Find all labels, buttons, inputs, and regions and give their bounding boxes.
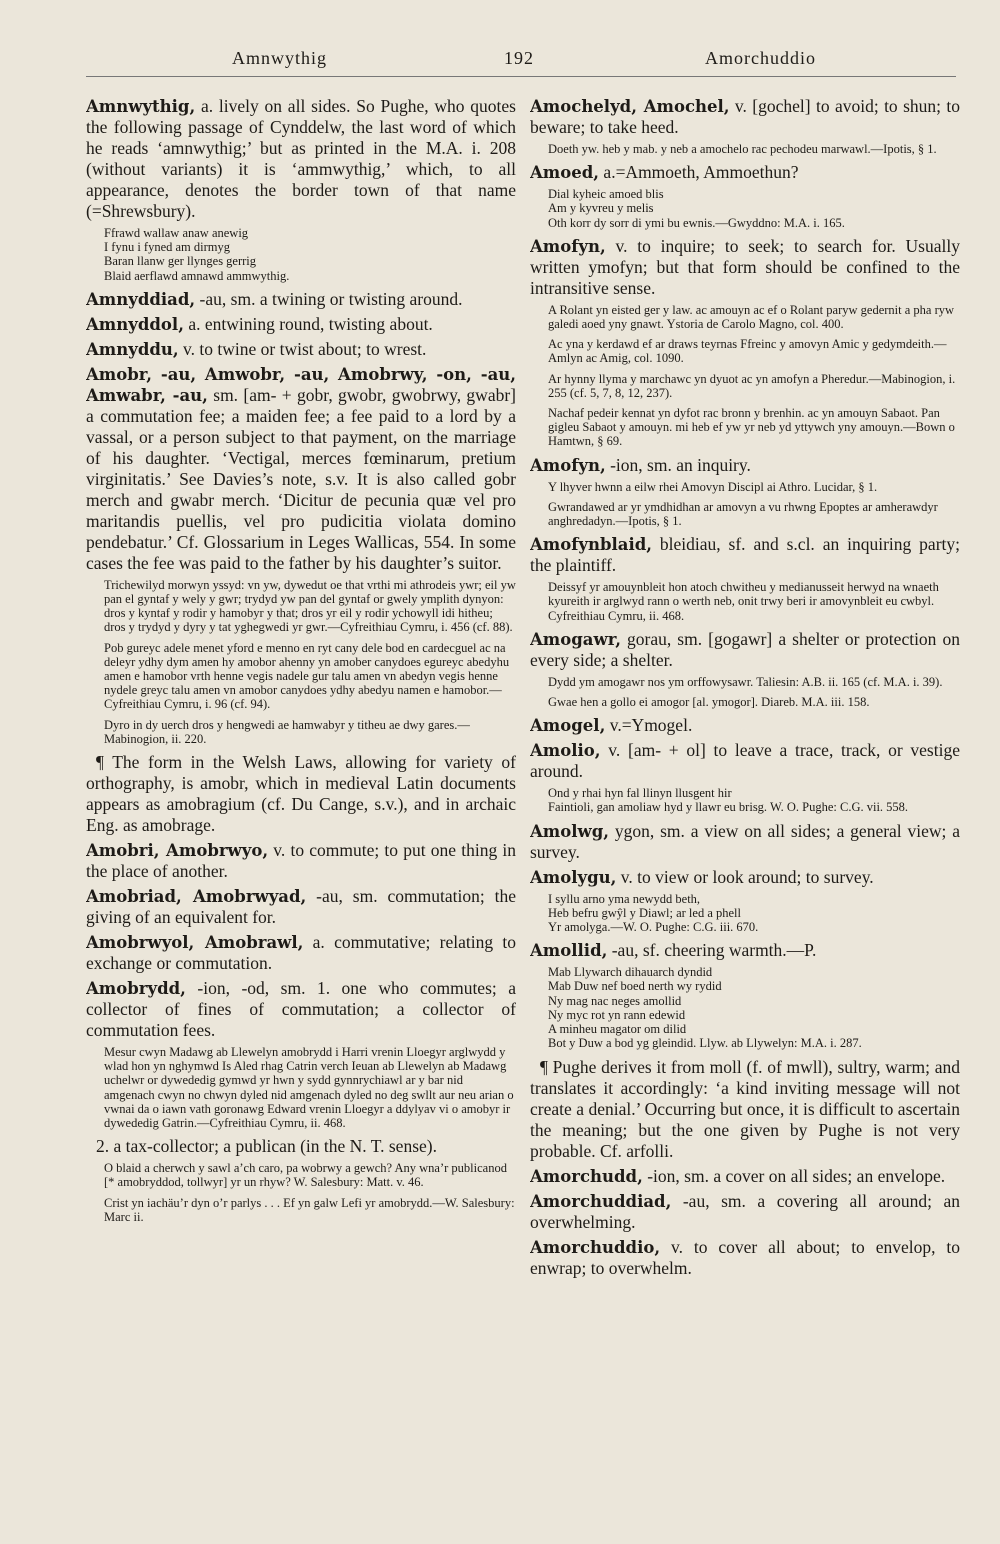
citation-quote (548, 337, 960, 365)
definition: a.=Ammoeth, Ammoethun? (599, 162, 799, 183)
dictionary-entry (530, 867, 960, 888)
definition: a. entwining round, twisting about. (183, 313, 433, 334)
headword: Amolwg, (530, 821, 610, 841)
dictionary-entry (530, 715, 960, 736)
citation-line: Trichewilyd morwyn yssyd: vn yw, dywedut oe that vrthi mi athrodeis ywr; eil yw pan el gyntaf y wely y gwr; trydyd yw pan del gyntaf or gwely ymplith dynyon: dros y kyntaf y rodir y hamobyr y that; dros yr eil y rodir ychowyll idi hitheu; dros y trydyd y dyry y tat yghegwedi yr gwr.—Cyfreithiau Cymru, i. 456 (cf. 88). (104, 577, 516, 635)
citation-quote (548, 480, 960, 494)
header-left-guideword: Amnwythig (232, 48, 328, 68)
citation-quote (104, 641, 516, 712)
headword: Amobriad, Amobrwyad, (86, 887, 307, 907)
citation-line: Gwrandawed ar yr ymdhidhan ar amovyn a vu rhwng Epoptes ar amherawdyr anghredadyn.—Ipotis, § 1. (548, 499, 938, 529)
definition: -au, sf. cheering warmth.—P. (607, 940, 817, 961)
dictionary-entry (530, 1191, 960, 1233)
citation-quote (548, 187, 960, 230)
headword: Amogel, (530, 716, 606, 736)
dictionary-entry (86, 978, 516, 1041)
citation-line: Pob gureyc adele menet yford e menno en ryt cany dele bod en cardecguel ac na deleyr ydhy dym amen hy amobor ahenny yn amober canydoes egureyc abedyhu amen e hamobor vrth henne vegis nadele gur talu amen vn abedyn vegis henne nydele greyc talu amen vn amobor canydoes ydhy abedyu namen e hamobor.—Cyfreithiau Cymru, i. 96 (cf. 94). (104, 640, 510, 712)
citation-quote (548, 675, 960, 689)
definition: -ion, -od, sm. 1. one who commutes; a collector of fines of commutation; a collector of commutation fees. (86, 978, 516, 1041)
citation-quote (104, 578, 516, 635)
definition: ygon, sm. a view on all sides; a general view; a survey. (530, 820, 960, 862)
dictionary-entry (530, 1237, 960, 1279)
dictionary-entry (530, 629, 960, 671)
definition: -au, sm. commutation; the giving of an equivalent for. (86, 886, 516, 928)
definition: gorau, sm. [gogawr] a shelter or protection on every side; a shelter. (530, 628, 960, 670)
citation-line: Heb befru gwŷl y Diawl; ar led a phell (548, 905, 741, 920)
citation-line: Ac yna y kerdawd ef ar draws teyrnas Ffreinc y amovyn Amic y gedymdeith.—Amlyn ac Amig, col. 1090. (548, 337, 947, 366)
headword: Amorchudd, (530, 1166, 643, 1186)
definition: -au, sm. a twining or twisting around. (195, 288, 463, 309)
citation-line: Crist yn iachäu’r dyn o’r parlys . . . Ef yn galw Lefi yr amobrydd.—W. Salesbury: Marc ii. (104, 1195, 515, 1224)
dictionary-entry (86, 364, 516, 574)
citation-quote (104, 226, 516, 283)
page-number: 192 (504, 48, 534, 68)
headword: Amnyddu, (86, 339, 179, 359)
dictionary-entry (86, 289, 516, 310)
citation-quote (548, 500, 960, 528)
citation-quote (548, 406, 960, 449)
citation-quote (104, 718, 516, 746)
citation-line: Baran llanw ger llynges gerrig (104, 254, 257, 269)
headword: Amollid, (530, 941, 608, 961)
citation-line: Ar hynny llyma y marchawc yn dyuot ac yn amofyn a Pheredur.—Mabinogion, i. 255 (cf. 5, 7, 8, 12, 237). (548, 371, 956, 400)
definition: a. lively on all sides. So Pughe, who quotes the following passage of Cynddelw, the last word of which he reads ‘amnwythig;’ but as printed in the M.A. i. 208 (without variants) it is ‘ammwythig,’ which, to all appearance, denotes the border town of that name (=Shrewsbury). (86, 96, 516, 221)
definition: v. [am- + ol] to leave a trace, track, or vestige around. (530, 740, 960, 782)
citation-line: O blaid a cherwch y sawl a’ch caro, pa wobrwy a gewch? Any wna’r publicanod [* amobryddod, tollwyr] yr un rhyw? W. Salesbury: Matt. v. 46. (104, 1161, 507, 1190)
headword: Amofynblaid, (530, 535, 652, 555)
dictionary-entry (86, 339, 516, 360)
header-right-guideword: Amorchuddio (705, 48, 816, 68)
citation-line: Doeth yw. heb y mab. y neb a amochelo rac pechodeu marwawl.—Ipotis, § 1. (548, 142, 937, 156)
definition: v.=Ymogel. (605, 715, 693, 736)
headword: Amobrwyol, Amobrawl, (86, 933, 304, 953)
dictionary-entry (530, 940, 960, 961)
citation-quote (548, 786, 960, 814)
headword: Amobri, Amobrwyo, (86, 841, 269, 861)
citation-line: Ond y rhai hyn fal llinyn llusgent hir (548, 786, 732, 801)
dictionary-entry (530, 534, 960, 576)
header-rule (86, 76, 956, 77)
headword: Amobr, -au, Amwobr, -au, Amobrwy, -on, -au, Amwabr, -au, (86, 364, 516, 405)
definition: -ion, sm. a cover on all sides; an envelope. (642, 1165, 946, 1186)
citation-line: Y lhyver hwnn a eilw rhei Amovyn Discipl ai Athro. Lucidar, § 1. (548, 479, 878, 494)
citation-line: Ffrawd wallaw anaw anewig (104, 226, 249, 240)
left-column (86, 96, 516, 1526)
citation-line: Mesur cwyn Madawg ab Llewelyn amobrydd i Harri vrenin Lloegyr arglwydd y wlad hon yn nghymwd Is Aled rhag Catrin verch Ieuan ab Llewelyn ab Madawg uchelwr or dywededig gymwd yr hwn y sydd gynnrychiawl ar y bar nid amgenach cwyn no chwyn dyled nid amgenach dyled no deg swllt aur neu arian o vwnai da o iawn vath goronawg Edward vrenin Lloegyr a ddylyav vi o amobyr ir dywededig Gatrin.—Cyfreithiau Cymru, ii. 468. (104, 1045, 514, 1131)
definition: v. to inquire; to seek; to search for. Usually written ymofyn; but that form should be confined to the intransitive sense. (530, 235, 960, 298)
headword: Amochelyd, Amochel, (530, 97, 730, 116)
citation-line: Bot y Duw a bod yg gleindid. Llyw. ab Llywelyn: M.A. i. 287. (548, 1036, 862, 1051)
headword: Amofyn, (530, 236, 606, 256)
citation-quote (548, 892, 960, 935)
headword: Amogawr, (530, 629, 621, 649)
citation-line: I syllu arno yma newydd beth, (548, 891, 701, 906)
headword: Amobrydd, (86, 979, 186, 999)
right-column (530, 96, 960, 1526)
citation-quote (548, 142, 960, 156)
headword: Amnyddol, (86, 314, 184, 334)
headword: Amoed, (530, 163, 600, 183)
citation-line: Dydd ym amogawr nos ym orffowysawr. Taliesin: A.B. ii. 165 (cf. M.A. i. 39). (548, 674, 943, 689)
citation-line: A minheu magator om dilid (548, 1022, 687, 1037)
dictionary-entry (86, 96, 516, 222)
headword: Amnyddiad, (86, 289, 196, 309)
citation-quote (104, 1196, 516, 1224)
citation-line: Ny mag nac neges amollid (548, 993, 682, 1008)
citation-quote (104, 1161, 516, 1189)
citation-line: Nachaf pedeir kennat yn dyfot rac bronn y brenhin. ac yn amouyn Sabaot. Pan gigleu Sabaot y amouyn. mi heb ef yw yr neb yd yttywch yny amouyn.—Bown o Hamtwn, § 69. (548, 406, 955, 449)
dictionary-entry (530, 740, 960, 782)
citation-line: Faintioli, gan amoliaw hyd y llawr eu brisg. W. O. Pughe: C.G. vii. 558. (548, 800, 909, 815)
definition: sm. [am- + gobr, gwobr, gwobrwy, gwabr] a commutation fee; a maiden fee; a fee paid to a lord by a vassal, or a person subject to that payment, on the marriage of his daughter. ‘Vectigal, merces fœminarum, pretium virginitatis.’ See Davies’s note, s.v. It is also called gobr merch and gwabr merch. ‘Dicitur de pecunia quæ vel pro maritandis puellis, vel pro pudicitia violata domino pendebatur.’ Cf. Glossarium in Leges Wallicas, 554. In some cases the fee was paid to the father by his daughter’s suitor. (86, 384, 516, 573)
citation-line: A Rolant yn eisted ger y law. ac amouyn ac ef o Rolant paryw gedernit a pha ryw galedi aoed yny gnawt. Ystoria de Carolo Magno, col. 400. (548, 302, 955, 332)
citation-line: Dyro in dy uerch dros y hengwedi ae hamwabyr y titheu ae dwy gares.—Mabinogion, ii. 220. (104, 717, 470, 746)
headword: Amorchuddiad, (530, 1191, 672, 1211)
definition: bleidiau, sf. and s.cl. an inquiring party; the plaintiff. (530, 534, 960, 576)
citation-line: Blaid aerflawd amnawd ammwythig. (104, 268, 290, 283)
dictionary-entry (86, 886, 516, 928)
headword: Amolio, (530, 741, 601, 761)
citation-line: Mab Llywarch dihauarch dyndid (548, 965, 713, 980)
dictionary-entry (530, 821, 960, 863)
dictionary-entry (530, 236, 960, 299)
note-paragraph: ¶ Pughe derives it from moll (f. of mwll), sultry, warm; and translates it accordingly: ‘a kind inviting message will not create a denial.’ Occurring but once, it is difficult to ascertain the meaning; but the one given by Pughe is not very probable. Cf. arfolli. (530, 1056, 960, 1161)
definition: v. to cover all about; to envelop, to enwrap; to overwhelm. (530, 1236, 960, 1278)
citation-line: Ny myc rot yn rann edewid (548, 1007, 686, 1022)
dictionary-entry (86, 932, 516, 974)
citation-line: I fynu i fyned am dirmyg (104, 240, 231, 255)
citation-line: Mab Duw nef boed nerth wy rydid (548, 979, 722, 994)
dictionary-entry (86, 840, 516, 882)
headword: Amnwythig, (86, 97, 196, 116)
definition: -ion, sm. an inquiry. (605, 454, 751, 475)
headword: Amofyn, (530, 455, 606, 475)
citation-quote (104, 1045, 516, 1130)
citation-line: Yr amolyga.—W. O. Pughe: C.G. iii. 670. (548, 920, 759, 935)
dictionary-entry (530, 1166, 960, 1187)
headword: Amorchuddio, (530, 1237, 661, 1257)
note-paragraph: 2. a tax-collector; a publican (in the N. T. sense). (96, 1136, 437, 1157)
definition: v. to commute; to put one thing in the place of another. (86, 840, 516, 882)
citation-quote (548, 695, 960, 709)
definition: -au, sm. a covering all around; an overwhelming. (530, 1190, 960, 1232)
citation-line: Am y kyvreu y melis (548, 201, 654, 216)
citation-quote (548, 965, 960, 1050)
definition: v. to twine or twist about; to wrest. (178, 338, 427, 359)
dictionary-entry (530, 96, 960, 138)
dictionary-entry (530, 455, 960, 476)
citation-line: Oth korr dy sorr di ymi bu ewnis.—Gwyddno: M.A. i. 165. (548, 215, 845, 230)
citation-line: Gwae hen a gollo ei amogor [al. ymogor]. Diareb. M.A. iii. 158. (548, 695, 870, 710)
headword: Amolygu, (530, 867, 617, 887)
definition: v. [gochel] to avoid; to shun; to beware; to take heed. (530, 96, 960, 137)
note-paragraph: ¶ The form in the Welsh Laws, allowing for variety of orthography, is amobr, which in medieval Latin documents appears as amobragium (cf. Du Cange, s.v.), and in archaic Eng. as amobrage. (86, 752, 516, 836)
citation-quote (548, 303, 960, 331)
citation-quote (548, 372, 960, 400)
dictionary-entry (86, 314, 516, 335)
citation-line: Deissyf yr amouynbleit hon atoch chwitheu y medianusseit herwyd na wnaeth kyureith ir arglwyd rann o werth neb, onit trwy beri ir amovynbleit eu cwbyl. Cyfreithiau Cymru, ii. 468. (548, 580, 939, 623)
dictionary-entry (530, 162, 960, 183)
running-header (86, 48, 956, 74)
definition: v. to view or look around; to survey. (616, 866, 874, 887)
definition: a. commutative; relating to exchange or commutation. (86, 932, 516, 974)
citation-line: Dial kyheic amoed blis (548, 187, 664, 202)
citation-quote (548, 580, 960, 623)
